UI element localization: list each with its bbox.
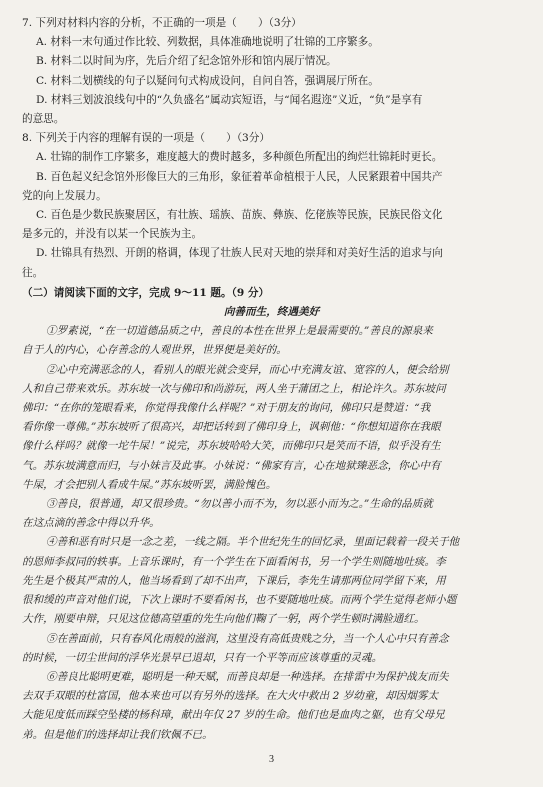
- paragraph-6-line: ⑥善良比聪明更难，聪明是一种天赋，而善良却是一种选择。在排雷中为保护战友而失: [46, 670, 449, 683]
- question-8-option-c-cont: 是多元的，并没有以某一个民族为主。: [22, 228, 203, 241]
- paragraph-4-line: ④善和恶有时只是一念之差，一线之隔。半个世纪先生的回忆录，里面记载着一段关于他: [46, 536, 460, 549]
- passage-title: 向善而生，终遇美好: [223, 306, 320, 319]
- paragraph-6-line: 弟。但是他们的选择却让我们钦佩不已。: [22, 728, 213, 741]
- question-8-option-c: C. 百色是少数民族聚居区，有壮族、瑶族、苗族、彝族、仡佬族等民族，民族民俗文化: [36, 209, 443, 222]
- question-8-option-a: A. 壮锦的制作工序繁多，难度越大的费时越多，多种颜色所配出的绚烂壮锦耗时更长。: [36, 151, 443, 164]
- question-7-option-d-cont: 的意思。: [22, 113, 65, 126]
- question-8: [22, 129, 521, 283]
- paragraph-6-line: 大能见度低而踩空坠楼的杨科璋，献出年仅 27 岁的生命。他们也是血肉之躯，也有父母兄: [22, 709, 445, 722]
- passage-body: [22, 322, 521, 744]
- question-7-option-a: A. 材料一末句通过作比较、列数据，具体准确地说明了壮锦的工序繁多。: [36, 36, 379, 49]
- paragraph-2-line: 像什么样吗？就像一坨牛屎！”说完，苏东坡哈哈大笑，而佛印只是笑而不语，似乎没有生: [22, 440, 441, 453]
- paragraph-5-line: ⑤在善面前，只有春风化雨般的滋润，这里没有高低贵贱之分，当一个人心中只有善念: [46, 632, 449, 645]
- paragraph-4-line: 的恩师李叔同的轶事。上音乐课时，有一个学生在下面看闲书，另一个学生则随地吐痰。李: [22, 555, 446, 568]
- question-7-option-b: B. 材料二以时间为序，先后介绍了纪念馆外形和馆内展厅情况。: [36, 55, 337, 68]
- paragraph-5-line: 的时候，一切尘世间的浮华光景早已退却，只有一个平等而应该尊重的灵魂。: [22, 651, 383, 664]
- question-7-option-d: D. 材料三划波浪线句中的“久负盛名”属动宾短语，与“闻名遐迩”义近，“负”是享有: [36, 93, 423, 106]
- paragraph-1-line: 自于人的内心，心存善念的人观世界，世界便是美好的。: [22, 344, 287, 357]
- paragraph-3-line: ③善良，很普通，却又很珍贵。“勿以善小而不为，勿以恶小而为之。”生命的品质就: [46, 498, 433, 511]
- paragraph-1-line: ①罗素说，“在一切道德品质之中，善良的本性在世界上是最需要的。”善良的源泉来: [46, 325, 433, 338]
- page-number: 3: [269, 754, 274, 765]
- question-8-option-b: B. 百色起义纪念馆外形像巨大的三角形，象征着革命植根于人民，人民紧跟着中国共产: [36, 170, 443, 183]
- question-8-option-b-cont: 党的向上发展力。: [22, 189, 107, 202]
- paragraph-2-line: 看你像一尊佛。”苏东坡听了很高兴，却把话转到了佛印身上，讽刺他：“你想知道你在我眼: [22, 421, 441, 434]
- paragraph-6-line: 去双手双眼的杜富国，他本来也可以有另外的选择。在大火中救出 2 岁幼童，却因烟雾太: [22, 690, 439, 703]
- paragraph-4-line: 很和缓的声音对他们说，下次上课时不要看闲书，也不要随地吐痰。而两个学生觉得老师小题: [22, 594, 457, 607]
- question-7-stem: 7. 下列对材料内容的分析，不正确的一项是（ ）（3分）: [22, 17, 302, 29]
- question-8-option-d: D. 壮锦具有热烈、开朗的格调，体现了壮族人民对天地的崇拜和对美好生活的追求与向: [36, 247, 443, 260]
- section-2-heading: （二）请阅读下面的文字，完成 9～11 题。（9 分）: [22, 286, 270, 299]
- paragraph-4-line: 大作，刚要申辩，只见这位德高望重的先生向他们鞠了一躬，两个学生顿时满脸通红。: [22, 613, 425, 626]
- paragraph-3-line: 在这点滴的善念中得以升华。: [22, 517, 160, 530]
- paragraph-2-line: 牛屎，才会把别人看成牛屎。”苏东坡听罢，满脸愧色。: [22, 478, 277, 491]
- paragraph-4-line: 先生是个极其严肃的人，他当场看到了却不出声，下课后，李先生请那两位同学留下来，用: [22, 574, 446, 587]
- question-8-stem: 8. 下列关于内容的理解有误的一项是（ ）（3分）: [22, 132, 270, 145]
- paragraph-2-line: ②心中充满恶念的人，看别人的眼光就会变异，而心中充满友谊、宽容的人，便会给别: [46, 363, 449, 376]
- question-8-option-d-cont: 往。: [22, 266, 44, 279]
- paragraph-2-line: 人和自己带来欢乐。苏东坡一次与佛印和尚游玩，两人坐于蒲团之上，相论许久。苏东坡问: [22, 382, 446, 395]
- question-7-option-c: C. 材料二划横线的句子以疑问句式构成设问，自问自答，强调展厅所在。: [36, 74, 379, 87]
- paragraph-2-line: 气。苏东坡满意而归，与小妹言及此事。小妹说：“佛家有言，心在地狱臻恶念，你心中有: [22, 459, 441, 472]
- question-7: [22, 14, 521, 129]
- paragraph-2-line: 佛印：“在你的笼眼看来，你觉得我像什么样呢？”对于朋友的询问，佛印只是赞道：“我: [22, 402, 431, 415]
